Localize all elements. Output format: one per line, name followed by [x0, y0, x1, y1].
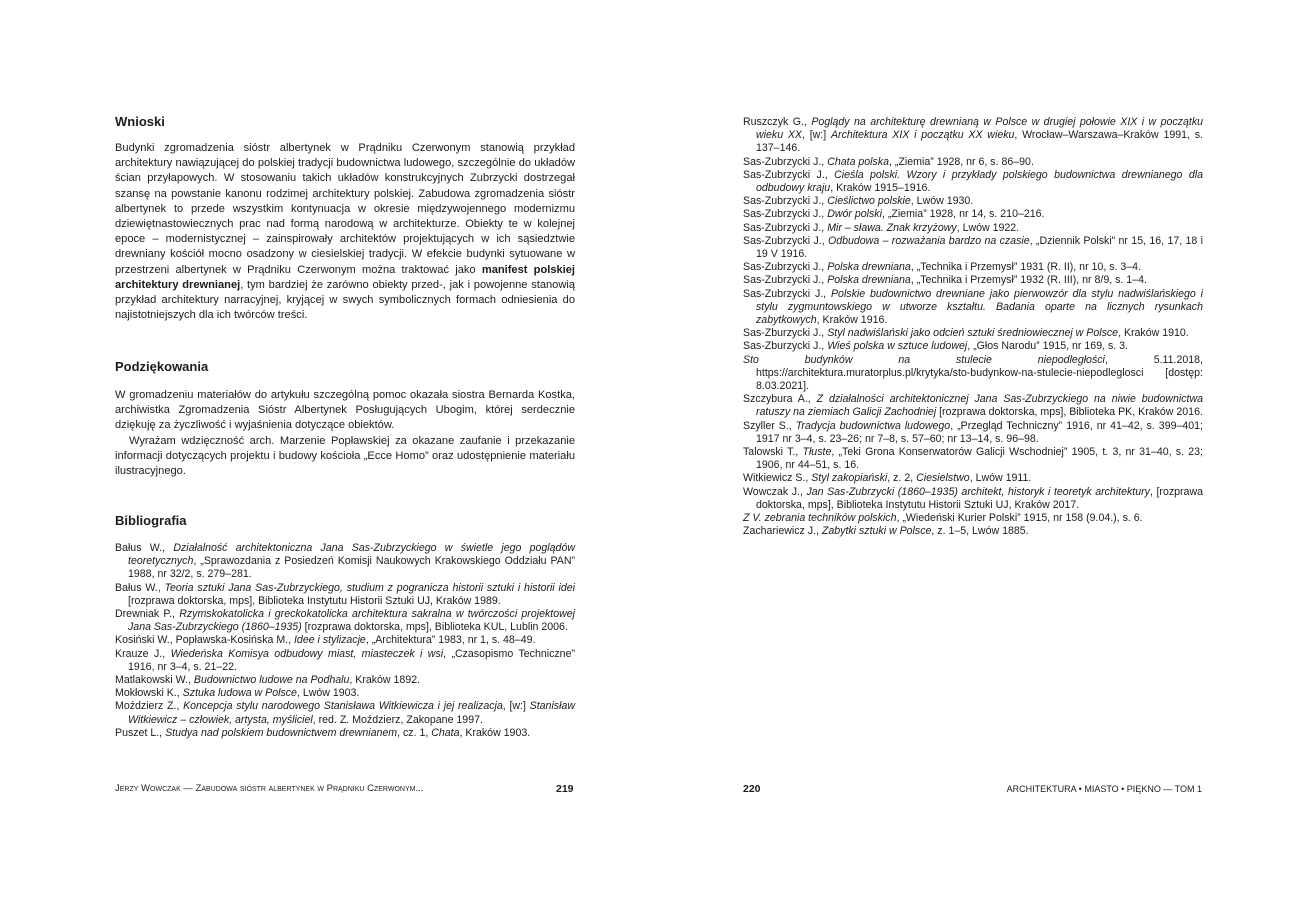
bibliography-text: , „Ziemia” 1928, nr 14, s. 210–216.	[881, 208, 1045, 221]
bibliography-list-left	[115, 542, 575, 740]
bibliography-text: , Kraków 1903.	[459, 726, 531, 739]
bibliography-text: Talowski T.,	[743, 446, 803, 459]
bibliography-title: Cieślictwo polskie	[827, 195, 911, 208]
bibliography-text: , „Przegląd Techniczny” 1916, nr 41–42, s. 399–401; 1917 nr 3–4, s. 23–26; nr 7–8, s. 57–60; nr 13–14, s. 96–98.	[756, 419, 1203, 445]
bibliography-title: Wieś polska w sztuce ludowej	[827, 340, 968, 353]
bibliography-text: Sas-Zubrzycki J.,	[743, 274, 828, 287]
section-title-podziekowania: Podziękowania	[115, 359, 209, 374]
bibliography-entry	[743, 261, 1203, 274]
bibliography-title: Styl nadwiślański jako odcień sztuki średniowiecznej w Polsce	[827, 327, 1119, 340]
bibliography-text: Ruszczyk G.,	[743, 116, 812, 128]
bibliography-title: Styl zakopiański	[811, 472, 888, 485]
bibliography-text: , z. 1–5, Lwów 1885.	[931, 525, 1029, 538]
bibliography-entry	[743, 235, 1203, 261]
bibliography-text: Puszet L.,	[115, 726, 166, 739]
bibliography-text: , „Ziemia” 1928, nr 6, s. 86–90.	[889, 155, 1034, 168]
bibliography-entry	[115, 608, 575, 634]
bibliography-title: Polska drewniana	[827, 274, 911, 287]
bibliography-text: Szczybura A.,	[743, 393, 817, 406]
bibliography-text: Witkiewicz S.,	[743, 472, 812, 485]
bibliography-entry	[743, 156, 1203, 169]
bibliography-entry	[743, 222, 1203, 235]
bibliography-entry	[115, 727, 575, 740]
bibliography-title: Ciesielstwo	[916, 472, 970, 485]
right-page	[650, 0, 1300, 919]
wnioski-paragraph	[115, 141, 575, 323]
bibliography-entry	[743, 472, 1203, 485]
bibliography-title: Tradycja budownictwa ludowego	[795, 419, 951, 432]
bibliography-entry	[743, 512, 1203, 525]
bibliography-text: , Lwów 1930.	[910, 195, 974, 208]
bibliography-title: Sto budynków na stulecie niepodległości	[743, 353, 1105, 366]
bibliography-text: , Kraków 1910.	[1118, 327, 1189, 340]
bibliography-title: Wiedeńska Komisya odbudowy miast, miasteczek i wsi	[170, 647, 444, 660]
bibliography-text: , Kraków 1916.	[816, 314, 888, 327]
bibliography-text: , „Sprawozdania z Posiedzeń Komisji Naukowych Krakowskiego Oddziału PAN” 1988, nr 32/2, s. 279–281.	[128, 555, 575, 581]
bibliography-title: Chata	[431, 726, 460, 739]
bibliography-text: , z. 2,	[887, 472, 917, 485]
running-head-right: ARCHITEKTURA • MIASTO • PIĘKNO — TOM 1	[1006, 784, 1202, 794]
bibliography-text: Krauze J.,	[115, 647, 171, 660]
bibliography-text: , [rozprawa doktorska, mps], Biblioteka Instytutu Historii Sztuki UJ, Kraków 2017.	[756, 485, 1203, 511]
bibliography-text: Moździerz Z.,	[115, 700, 184, 713]
page-number-left: 219	[556, 783, 574, 795]
podziekowania-paragraph-2	[115, 434, 575, 480]
bibliography-entry	[743, 195, 1203, 208]
bibliography-title: Teoria sztuki Jana Sas-Zubrzyckiego, studium z pogranicza historii sztuki i historii idei	[164, 581, 575, 594]
bibliography-entry	[743, 486, 1203, 512]
bibliography-title: Mir – sława. Znak krzyżowy	[827, 221, 957, 234]
bibliography-text: , [w:]	[802, 129, 831, 142]
bibliography-text: Sas-Zubrzycki J.,	[743, 208, 828, 221]
bibliography-title: Architektura XIX i początku XX wieku	[830, 129, 1015, 142]
bibliography-title: Działalność architektoniczna Jana Sas-Zubrzyckiego w świetle jego poglądów teoretycznych	[128, 542, 575, 568]
bibliography-title: Poglądy na architekturę drewnianą w Polsce w drugiej połowie XIX i w początku wieku XX	[756, 116, 1204, 142]
bibliography-title: Idee i stylizacje	[293, 634, 366, 647]
section-title-bibliografia: Bibliografia	[115, 513, 187, 528]
bibliography-entry	[115, 687, 575, 700]
bibliography-text: [rozprawa doktorska, mps], Biblioteka PK, Kraków 2016.	[936, 406, 1203, 419]
bibliography-text: , „Architektura” 1983, nr 1, s. 48–49.	[365, 634, 536, 647]
bibliography-title: Stanisław Witkiewicz – człowiek, artysta, myśliciel	[128, 700, 575, 726]
bibliography-title: Sztuka ludowa w Polsce	[182, 687, 297, 700]
bibliography-title: Studya nad polskiem budownictwem drewnianem	[165, 726, 398, 739]
bibliography-text: Sas-Zubrzycki J.,	[743, 168, 835, 181]
bibliography-entry	[743, 446, 1203, 472]
bibliography-text: , Wrocław–Warszawa–Kraków 1991, s. 137–146.	[756, 129, 1203, 155]
bibliography-title: Koncepcja stylu narodowego Stanisława Witkiewicza i jej realizacja	[183, 700, 503, 713]
bibliography-text: Sas-Zburzycki J.,	[743, 340, 828, 353]
bibliography-text: [rozprawa doktorska, mps], Biblioteka Instytutu Historii Sztuki UJ, Kraków 1989.	[128, 594, 501, 607]
bibliography-text: [rozprawa doktorska, mps], Biblioteka KUL, Lublin 2006.	[301, 621, 568, 634]
bibliography-text: Mokłowski K.,	[115, 687, 183, 700]
bibliography-text: Sas-Zburzycki J.,	[743, 327, 828, 340]
bibliography-entry	[115, 648, 575, 674]
bibliography-entry	[743, 116, 1203, 156]
bibliography-title: Polskie budownictwo drewniane jako pierwowzór dla stylu nadwiślańskiego i stylu zygmuntowskiego w utworze kształtu. Badania oparte na licznych rysunkach zabytkowych	[756, 287, 1204, 327]
bibliography-text: Sas-Zubrzycki J.,	[743, 234, 828, 247]
podziekowania-paragraph-2-text: Wyrażam wdzięczność arch. Marzenie Popławskiej za okazane zaufanie i przekazanie informacji dotyczących projektu i budowy kościoła „Ecce Homo” oraz udostępnienie materiału ilustracyjnego.	[115, 435, 575, 478]
running-head-left: Jerzy Wowczak — Zabudowa sióstr albertynek w Prądniku Czerwonym...	[115, 783, 424, 794]
bibliography-entry	[743, 208, 1203, 221]
bibliography-entry	[743, 340, 1203, 353]
bibliography-text: Sas-Zubrzycki J.,	[743, 195, 828, 208]
bibliography-entry	[743, 169, 1203, 195]
bibliography-text: , „Głos Narodu” 1915, nr 169, s. 3.	[967, 340, 1128, 353]
bibliography-entry	[743, 393, 1203, 419]
wnioski-text-end: , tym bardziej że zarówno obiekty przed-, jak i powojenne stanowią przykład architektury narracyjnej, kryjącej w swych symbolicznych formach odniesienia do najistotniejszych dla ich twórców treści.	[115, 278, 575, 322]
bibliography-title: Z działalności architektonicznej Jana Sas-Zubrzyckiego na niwie budownictwa ratuszy na ziemiach Galicji Zachodniej	[756, 393, 1203, 419]
bibliography-text: Sas-Zubrzycki J.,	[743, 261, 828, 274]
bibliography-text: , Lwów 1903.	[296, 687, 360, 700]
bibliography-text: , 5.11.2018, https://architektura.muratorplus.pl/krytyka/sto-budynkow-na-stulecie-niepodleglosci [dostęp: 8.03.2021].	[756, 353, 1203, 393]
bibliography-text: , Kraków 1892.	[349, 674, 421, 687]
bibliography-text: , Lwów 1911.	[969, 472, 1032, 485]
bibliography-entry	[743, 525, 1203, 538]
bibliography-title: Dwór polski	[827, 208, 882, 221]
bibliography-text: , „Wiedeński Kurier Polski” 1915, nr 158 (9.04.), s. 6.	[896, 512, 1143, 525]
bibliography-text: , cz. 1,	[397, 726, 432, 739]
bibliography-text: Bałus W.,	[115, 542, 174, 554]
bibliography-title: Z V. zebrania techników polskich	[743, 512, 897, 525]
bibliography-entry	[743, 274, 1203, 287]
bibliography-title: Odbudowa – rozważania bardzo na czasie	[827, 234, 1030, 247]
bibliography-entry	[743, 354, 1203, 394]
bibliography-entry	[115, 542, 575, 582]
bibliography-entry	[743, 288, 1203, 328]
bibliography-entry	[115, 700, 575, 726]
bibliography-text: , Lwów 1922.	[956, 221, 1020, 234]
bibliography-entry	[115, 634, 575, 647]
bibliography-entry	[743, 327, 1203, 340]
bibliography-text: , red. Z. Moździerz, Zakopane 1997.	[312, 713, 483, 726]
bibliography-text: , Kraków 1915–1916.	[830, 182, 931, 195]
bibliography-text: Kosiński W., Popławska-Kosińska M.,	[115, 634, 294, 647]
bibliography-text: , „Teki Grona Konserwatorów Galicji Wschodniej” 1905, t. 3, nr 31–40, s. 23; 1906, nr 44–51, s. 16.	[756, 446, 1203, 472]
bibliography-text: Zachariewicz J.,	[743, 525, 822, 538]
bibliography-title: Rzymskokatolicka i greckokatolicka architektura sakralna w twórczości projektowej Jana Sas-Zubrzyckiego (1860–1935)	[128, 608, 575, 634]
bibliography-list-right	[743, 116, 1203, 539]
bibliography-title: Budownictwo ludowe na Podhalu	[193, 674, 350, 687]
bibliography-text: , „Dziennik Polski” nr 15, 16, 17, 18 i 19 V 1916.	[756, 234, 1203, 261]
bibliography-title: Cieśla polski. Wzory i przykłady polskiego budownictwa drewnianego dla odbudowy kraju	[756, 168, 1203, 195]
section-title-wnioski: Wnioski	[115, 114, 165, 129]
bibliography-title: Polska drewniana	[827, 261, 911, 274]
podziekowania-paragraph-1: W gromadzeniu materiałów do artykułu szczególną pomoc okazała siostra Bernarda Kostka, archiwistka Zgromadzenia Sióstr Albertynek Posługujących Ubogim, której serdecznie dziękuję za życzliwość i wyjaśnienia dotyczące obiektów.	[115, 389, 575, 432]
bibliography-title: Zabytki sztuki w Polsce	[821, 525, 932, 538]
bibliography-text: Sas-Zubrzycki J.,	[743, 287, 831, 300]
bibliography-entry	[743, 420, 1203, 446]
bibliography-text: Bałus W.,	[115, 581, 165, 594]
page-number-right: 220	[743, 783, 761, 795]
bibliography-text: , „Czasopismo Techniczne” 1916, nr 3–4, s. 21–22.	[128, 647, 575, 673]
bibliography-text: , [w:]	[502, 700, 530, 713]
bibliography-text: Sas-Zubrzycki J.,	[743, 221, 828, 234]
bibliography-text: Matlakowski W.,	[115, 674, 194, 687]
bibliography-title: Chata polska	[827, 155, 890, 168]
bibliography-title: Jan Sas-Zubrzycki (1860–1935) architekt, historyk i teoretyk architektury	[806, 485, 1150, 498]
bibliography-text: Szyller S.,	[743, 419, 796, 432]
bibliography-text: Drewniak P.,	[115, 608, 180, 621]
bibliography-text: , „Technika i Przemysł” 1931 (R. II), nr 10, s. 3–4.	[910, 261, 1142, 274]
bibliography-entry	[115, 582, 575, 608]
bibliography-entry	[115, 674, 575, 687]
wnioski-bold-phrase: manifest polskiej architektury drewnianej	[115, 263, 575, 291]
bibliography-title: Tłuste	[802, 446, 832, 459]
bibliography-text: Sas-Zubrzycki J.,	[743, 155, 828, 168]
bibliography-text: Wowczak J.,	[743, 485, 807, 498]
wnioski-text-start: Budynki zgromadzenia sióstr albertynek w Prądniku Czerwonym stanowią przykład architektury nawiązującej do polskiej tradycji budownictwa ludowego, szczególnie do układów ścian przyłapowych. W stosowaniu takich układów konstrukcyjnych Zubrzycki dostrzegał szansę na powstanie kanonu rodzimej architektury polskiej. Zabudowa zgromadzenia sióstr albertynek to przede wszystkim kontynuacja w okresie międzywojennego modernizmu dziewiętnastowiecznych prac nad formą narodową w architekturze. Obiekty te w kolejnej epoce – modernistycznej – zainspirowały architektów projektujących w ich sąsiedztwie drewniany kościół mocno osadzony w ciesielskiej tradycji. W efekcie budynki sytuowane w przestrzeni albertynek w Prądniku Czerwonym można traktować jako	[115, 142, 575, 276]
bibliography-text: , „Technika i Przemysł” 1932 (R. III), nr 8/9, s. 1–4.	[910, 274, 1147, 287]
